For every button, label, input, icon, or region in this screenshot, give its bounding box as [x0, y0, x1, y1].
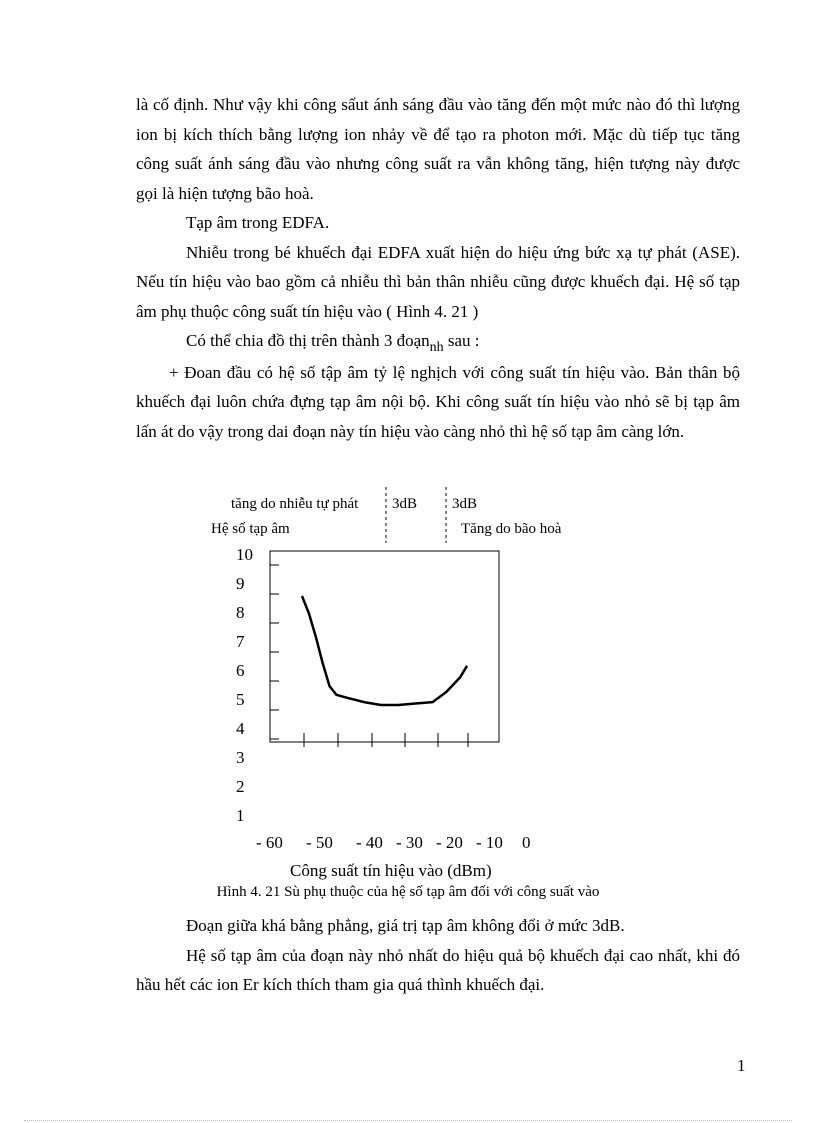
y-tick-label: 4	[236, 719, 245, 738]
paragraph-minimum-noise: Hệ số tạp âm của đoạn này nhỏ nhất do hiệu quả bộ khuếch đại cao nhất, khi đó hầu hết các ion Er kích thích tham gia quá thình khuếch đại.	[136, 945, 740, 994]
paragraph-ase: Nhiễu trong bé khuếch đại EDFA xuất hiện do hiệu ứng bức xạ tự phát (ASE). Nếu tín hiệu vào bao gồm cả nhiễu thì bản thân nhiễu cũng được khuếch đại. Hệ số tạp âm phụ thuộc công suất tín hiệu vào ( Hình 4. 21 )	[136, 242, 740, 321]
annotation-saturation-increase: Tăng do bão hoà	[461, 521, 562, 537]
series-line-noise-figure	[302, 596, 467, 705]
y-tick-label: 1	[236, 806, 245, 825]
chart-xlabel: Công suất tín hiệu vào (dBm)	[290, 861, 492, 880]
annotation-ase-increase: tăng do nhiễu tự phát	[231, 496, 359, 512]
y-tick-label: 10	[236, 545, 253, 564]
figure-caption: Hình 4. 21 Sù phụ thuộc của hệ số tạp âm đối với công suất vào	[216, 884, 600, 900]
x-tick-label: - 50	[306, 833, 333, 852]
annotation-3db-right: 3dB	[452, 496, 478, 512]
x-tick-label: - 60	[256, 833, 283, 852]
y-tick-label: 9	[236, 574, 245, 593]
x-tick-label: - 40	[356, 833, 383, 852]
chart-ylabel: Hệ số tạp âm	[211, 521, 290, 537]
page-number: 1	[737, 1056, 746, 1075]
y-tick-label: 5	[236, 690, 245, 709]
annotation-3db-left: 3dB	[392, 496, 418, 512]
bottom-rule	[24, 1120, 792, 1121]
y-tick-label: 2	[236, 777, 245, 796]
paragraph-middle-segment: Đoạn giữa khá bằng phẳng, giá trị tạp âm không đổi ở mức 3dB.	[186, 916, 625, 935]
y-tick-label: 7	[236, 632, 245, 651]
paragraph-noise-heading: Tạp âm trong EDFA.	[186, 213, 330, 232]
text-block-bottom	[136, 911, 740, 1000]
x-tick-label: - 20	[436, 833, 463, 852]
y-tick-label: 8	[236, 603, 245, 622]
plot-frame	[270, 551, 499, 742]
para4-sub: nh	[429, 340, 444, 355]
x-tick-label: - 30	[396, 833, 423, 852]
paragraph-first-segment: + Đoan đầu có hệ số tập âm tỷ lệ nghịch với công suất tín hiệu vào. Bản thân bộ khuếch đại luôn chứa đựng tạp âm nội bộ. Khi công suất tín hiệu vào nhỏ sẽ bị tạp âm lấn át do vậy trong dai đoạn này tín hiệu vào càng nhỏ thì hệ số tạp âm càng lớn.	[136, 362, 740, 441]
y-tick-label: 3	[236, 748, 245, 767]
para4-after: sau :	[447, 331, 480, 350]
para4-before: Có thể chia đồ thị trên thành 3 đoạn	[186, 331, 430, 350]
x-tick-label: - 10	[476, 833, 503, 852]
y-axis-ticks	[270, 565, 279, 739]
x-tick-label: 0	[522, 833, 531, 852]
y-tick-label: 6	[236, 661, 245, 680]
paragraph-saturation: là cố định. Như vậy khi công sấut ánh sáng đầu vào tăng đến một mức nào đó thì lượng ion bị kích thích bằng lượng ion nhảy về để tạo ra photon mới. Mặc dù tiếp tục tăng công suất ánh sáng đầu vào nhưng công suất ra vẫn không tăng, hiện tượng này được gọi là hiện tượng bão hoà.	[136, 95, 740, 203]
x-axis-ticks	[304, 733, 468, 747]
